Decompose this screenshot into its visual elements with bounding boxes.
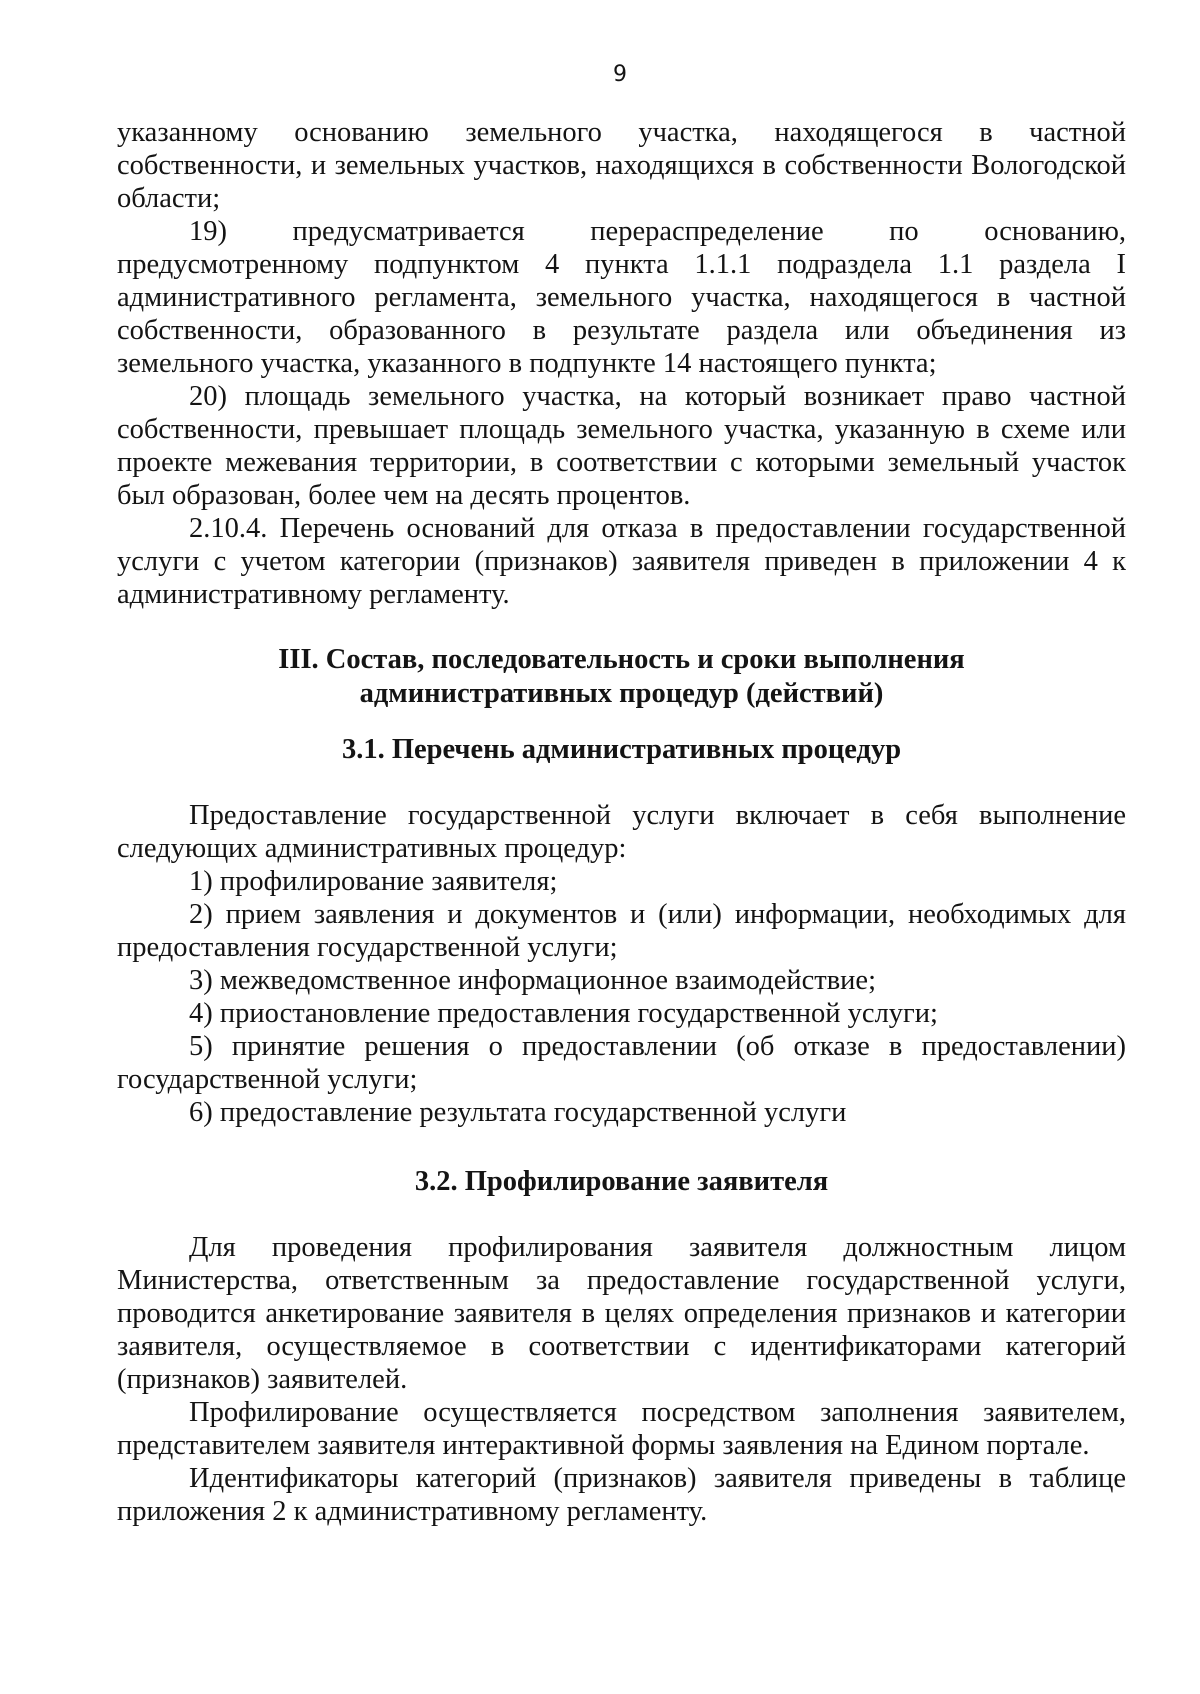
subsection-3-1-heading: 3.1. Перечень административных процедур <box>341 734 902 765</box>
paragraph-profiling-2: Профилирование осуществляется посредством заполнения заявителем, представителем заявителя интерактивной формы заявления на Едином портале. <box>117 1397 1126 1461</box>
list-item-procedure-2: 2) прием заявления и документов и (или) информации, необходимых для предоставления государственной услуги; <box>117 899 1126 963</box>
paragraph-profiling-1: Для проведения профилирования заявителя должностным лицом Министерства, ответственным за предоставление государственной услуги, проводится анкетирование заявителя в целях определения признаков и категории заявителя, осуществляемое в соответствии с идентификаторами категорий (признаков) заявителей. <box>117 1232 1126 1395</box>
paragraph-item-20: 20) площадь земельного участка, на который возникает право частной собственности, превышает площадь земельного участка, указанную в схеме или проекте межевания территории, в соответствии с которыми земельный участок был образован, более чем на десять процентов. <box>117 381 1126 511</box>
paragraph-profiling-3: Идентификаторы категорий (признаков) заявителя приведены в таблице приложения 2 к административному регламенту. <box>117 1463 1126 1527</box>
paragraph-continuation: указанному основанию земельного участка, находящегося в частной собственности, и земельных участков, находящихся в собственности Вологодской области; <box>117 117 1126 214</box>
paragraph-item-19: 19) предусматривается перераспределение по основанию, предусмотренному подпунктом 4 пункта 1.1.1 подраздела 1.1 раздела I административного регламента, земельного участка, находящегося в частной собственности, образованного в результате раздела или объединения из земельного участка, указанного в подпункте 14 настоящего пункта; <box>117 216 1126 379</box>
paragraph-procedures-intro: Предоставление государственной услуги включает в себя выполнение следующих административных процедур: <box>117 800 1126 864</box>
section-heading-line-2: административных процедур (действий) <box>359 678 884 709</box>
page-number: 9 <box>613 62 627 87</box>
list-item-procedure-3: 3) межведомственное информационное взаимодействие; <box>189 965 876 996</box>
section-heading <box>117 643 1126 711</box>
list-item-procedure-5: 5) принятие решения о предоставлении (об отказе в предоставлении) государственной услуги; <box>117 1031 1126 1095</box>
list-item-procedure-6: 6) предоставление результата государственной услуги <box>189 1097 847 1128</box>
document-body <box>117 116 1126 1528</box>
section-heading-line-1: III. Состав, последовательность и сроки выполнения <box>278 644 965 675</box>
list-item-procedure-4: 4) приостановление предоставления государственной услуги; <box>189 998 938 1029</box>
subsection-3-2-heading: 3.2. Профилирование заявителя <box>414 1166 829 1197</box>
list-item-procedure-1: 1) профилирование заявителя; <box>189 866 558 897</box>
paragraph-2-10-4: 2.10.4. Перечень оснований для отказа в предоставлении государственной услуги с учетом категории (признаков) заявителя приведен в приложении 4 к административному регламенту. <box>117 513 1126 610</box>
